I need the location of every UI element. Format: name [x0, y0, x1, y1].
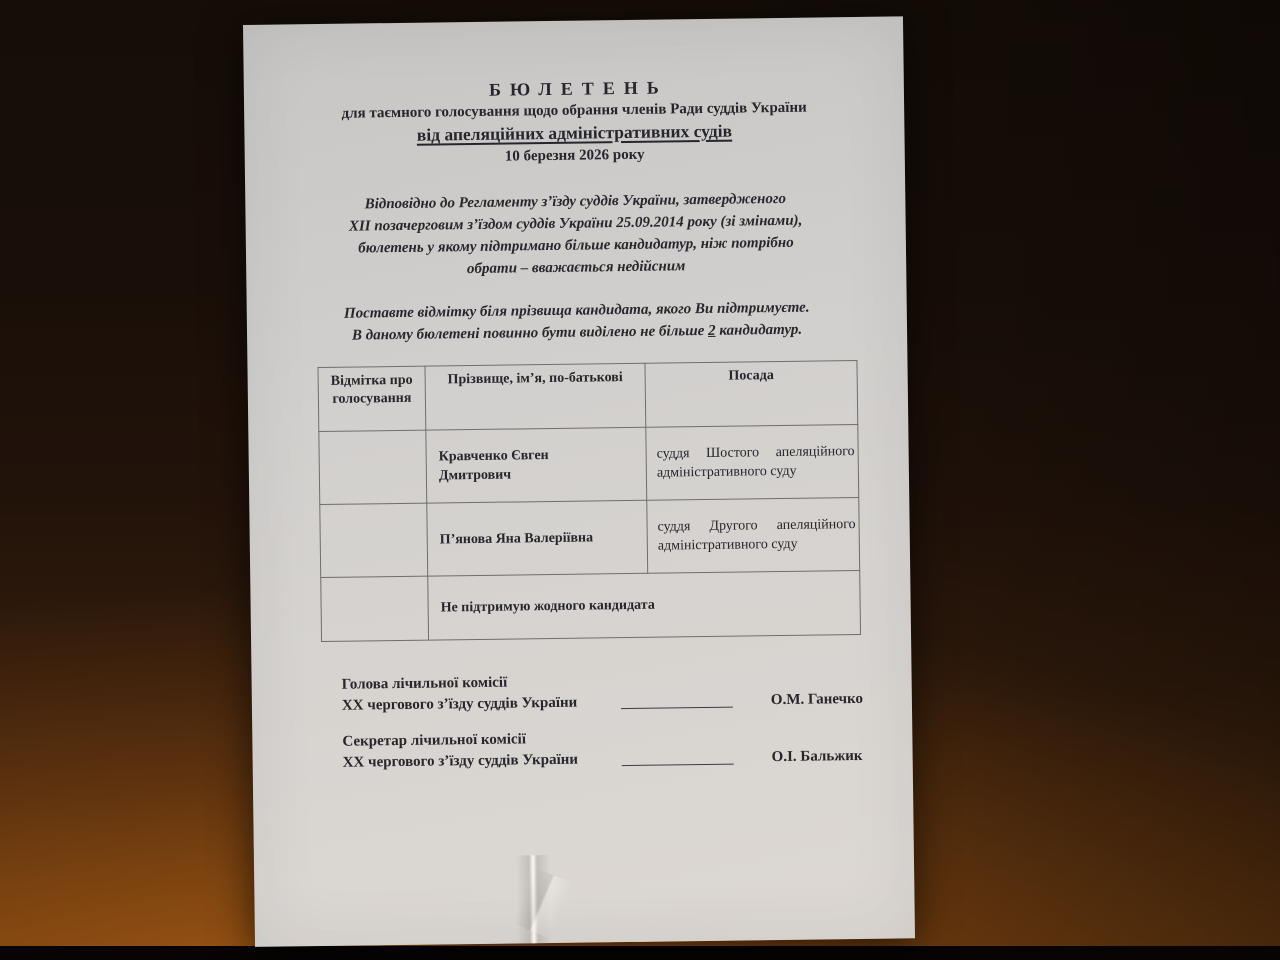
- mark-column-header: Відмітка про голосування: [318, 366, 426, 431]
- bottom-black-strip: [0, 946, 1280, 960]
- candidate-position: суддя Шостого апеляційного адміністративного суду: [646, 424, 859, 500]
- regulation-note: [245, 186, 906, 283]
- regulation-line: бюлетень у якому підтримано більше кандидатур, ніж потрібно: [358, 234, 794, 257]
- name-column-header: Прізвище, ім’я, по-батькові: [425, 363, 646, 430]
- signer-role: Секретар лічильної комісії XX чергового з’їзду суддів України: [342, 731, 579, 771]
- table-row-candidate-2: [320, 497, 860, 577]
- max-candidates-count: 2: [707, 322, 716, 339]
- vote-mark-cell: [321, 576, 429, 641]
- ballot-category: [244, 118, 904, 148]
- candidates-table: [317, 360, 861, 642]
- ballot-title: БЮЛЕТЕНЬ: [488, 77, 668, 100]
- regulation-line: обрати – вважається недійсним: [466, 258, 686, 278]
- candidate-position: суддя Другого апеляційного адміністративного суду: [647, 497, 860, 573]
- ballot-paper: [243, 16, 915, 947]
- table-header-row: [318, 360, 858, 431]
- signer-name: О.М. Ганечко: [770, 690, 864, 709]
- no-support-option: Не підтримую жодного кандидата: [428, 570, 861, 640]
- ballot-category-underlined-text: від апеляційних адміністративних судів: [416, 120, 733, 145]
- signature-line: [621, 707, 733, 709]
- signature-row-head: [342, 667, 913, 716]
- vote-mark-cell: [319, 430, 427, 504]
- table-row-no-support: [321, 570, 861, 641]
- signature-row-secretary: [342, 724, 913, 773]
- table-row-candidate-1: [319, 424, 859, 504]
- signature-line: [622, 764, 734, 766]
- regulation-line: XII позачерговим з’їздом суддів України 25.09.2014 року (зі змінами),: [348, 212, 803, 235]
- vote-mark-cell: [320, 503, 428, 577]
- regulation-line: Відповідно до Регламенту з’їзду суддів України, затвердженого: [364, 190, 787, 213]
- paper-crease: [516, 855, 551, 943]
- signer-name: О.І. Бальжик: [771, 747, 863, 766]
- ballot-subtitle: для таємного голосування щодо обрання членів Ради суддів України: [341, 99, 807, 122]
- voting-instruction-line1: Поставте відмітку біля прізвища кандидата, якого Ви підтримуєте.: [343, 299, 810, 322]
- voting-instruction: [247, 295, 908, 348]
- ballot-date: 10 березня 2026 року: [504, 146, 645, 165]
- position-column-header: Посада: [645, 360, 858, 427]
- candidate-name: П’янова Яна Валеріївна: [427, 500, 648, 576]
- signer-role: Голова лічильної комісії XX чергового з’їзду суддів України: [341, 674, 578, 714]
- signature-block: [342, 667, 913, 773]
- candidate-name: Кравченко Євген Дмитрович: [426, 427, 647, 503]
- voting-instruction-line2: В даному бюлетені повинно бути виділено не більше 2 кандидатур.: [351, 321, 803, 344]
